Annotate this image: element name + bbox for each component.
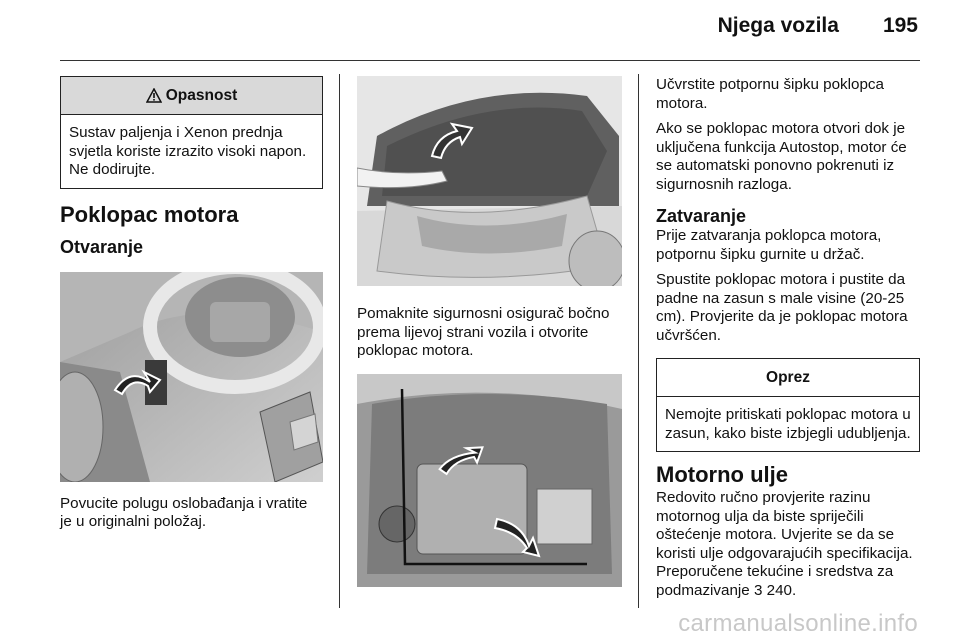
- page-reference-icon: 3: [753, 581, 763, 599]
- column-divider-2: [638, 74, 639, 608]
- header-divider: [60, 60, 920, 61]
- engine-bay-illustration: [357, 374, 622, 587]
- danger-text: Sustav paljenja i Xenon prednja svjetla koriste izrazito visoki napon. Ne dodirujte.: [69, 124, 307, 178]
- watermark: carmanualsonline.info: [678, 610, 918, 637]
- caution-box: [656, 358, 920, 452]
- page-header: [718, 14, 918, 46]
- page-number: 195: [882, 14, 918, 37]
- paragraph-closing-2: Spustite poklopac motora i pustite da padne na zasun s male visine (20-25 cm). Provjerite da je poklopac motora učvršćen.: [656, 271, 908, 344]
- paragraph-engine-oil: Redovito ručno provjerite razinu motornog ulja da biste spriječili oštećenje motora. Uvjerite se da se koristi ulje odgovarajućih specifikacija. Preporučene tekućine i sredstva za podmazivanje 3 240.: [656, 489, 913, 599]
- danger-title: Opasnost: [165, 86, 238, 104]
- page-reference: 240.: [766, 581, 797, 599]
- column-divider-1: [339, 74, 340, 608]
- paragraph-support-rod: Učvrstite potpornu šipku poklopca motora.: [656, 76, 884, 112]
- column-1: [60, 76, 323, 532]
- column-3: [656, 76, 920, 600]
- danger-box: [60, 76, 323, 189]
- caution-box-header: [657, 359, 919, 397]
- caution-title: Oprez: [766, 368, 810, 386]
- caption-release-lever: Povucite polugu oslobađanja i vratite je u originalni položaj.: [60, 494, 308, 530]
- column-2: [357, 76, 622, 587]
- caution-text: Nemojte pritiskati poklopac motora u zasun, kako biste izbjegli udubljenja.: [665, 406, 911, 442]
- subsection-title-opening: Otvaranje: [60, 236, 144, 257]
- paragraph-closing-1: Prije zatvaranja poklopca motora, potpornu šipku gurnite u držač.: [656, 227, 882, 263]
- hood-release-illustration: [357, 76, 622, 286]
- page-title: Njega vozila: [717, 14, 839, 37]
- caption-safety-catch: Pomaknite sigurnosni osigurač bočno prema lijevoj strani vozila i otvorite poklopac motora.: [357, 305, 610, 359]
- paragraph-autostop: Ako se poklopac motora otvori dok je uključena funkcija Autostop, motor će se automatski ponovno pokrenuti iz sigurnosnih razloga.: [656, 120, 907, 193]
- danger-box-header: [61, 77, 322, 115]
- release-lever-illustration: [60, 272, 323, 482]
- section-title-engine-oil: Motorno ulje: [656, 462, 788, 487]
- section-title-hood: Poklopac motora: [60, 201, 239, 227]
- warning-triangle-icon: [146, 88, 162, 103]
- subsection-title-closing: Zatvaranje: [656, 206, 747, 226]
